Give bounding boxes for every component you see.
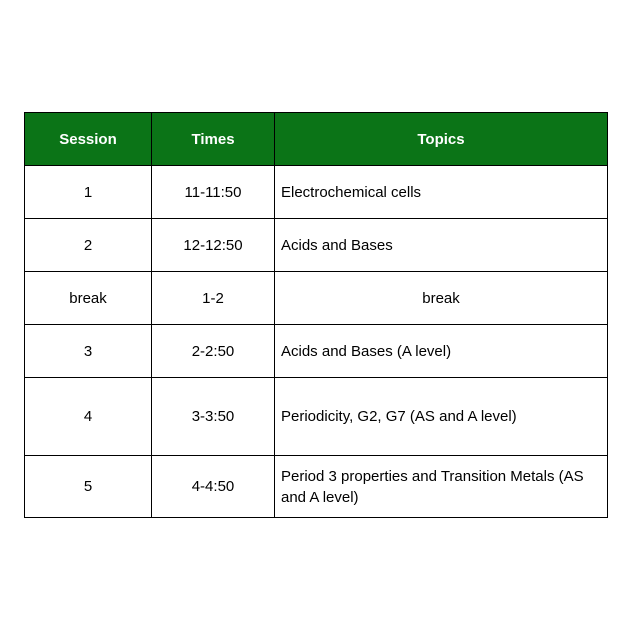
topic-cell: break xyxy=(275,272,608,325)
session-cell: 5 xyxy=(25,456,152,518)
times-cell: 11-11:50 xyxy=(152,166,275,219)
topic-cell: Electrochemical cells xyxy=(275,166,608,219)
table-row xyxy=(25,166,608,219)
table-row-break xyxy=(25,272,608,325)
topic-cell: Acids and Bases xyxy=(275,219,608,272)
table-row xyxy=(25,456,608,518)
times-cell: 3-3:50 xyxy=(152,378,275,456)
topic-cell: Periodicity, G2, G7 (AS and A level) xyxy=(275,378,608,456)
table-header-row xyxy=(25,113,608,166)
table-row xyxy=(25,219,608,272)
session-cell: 4 xyxy=(25,378,152,456)
header-topics: Topics xyxy=(275,113,608,166)
times-cell: 12-12:50 xyxy=(152,219,275,272)
session-cell: 2 xyxy=(25,219,152,272)
table-row xyxy=(25,325,608,378)
times-cell: 1-2 xyxy=(152,272,275,325)
topic-cell: Period 3 properties and Transition Metals (AS and A level) xyxy=(275,456,608,518)
times-cell: 4-4:50 xyxy=(152,456,275,518)
header-session: Session xyxy=(25,113,152,166)
schedule-table xyxy=(24,112,608,518)
session-cell: break xyxy=(25,272,152,325)
times-cell: 2-2:50 xyxy=(152,325,275,378)
table-row xyxy=(25,378,608,456)
header-times: Times xyxy=(152,113,275,166)
session-cell: 3 xyxy=(25,325,152,378)
topic-cell: Acids and Bases (A level) xyxy=(275,325,608,378)
session-cell: 1 xyxy=(25,166,152,219)
